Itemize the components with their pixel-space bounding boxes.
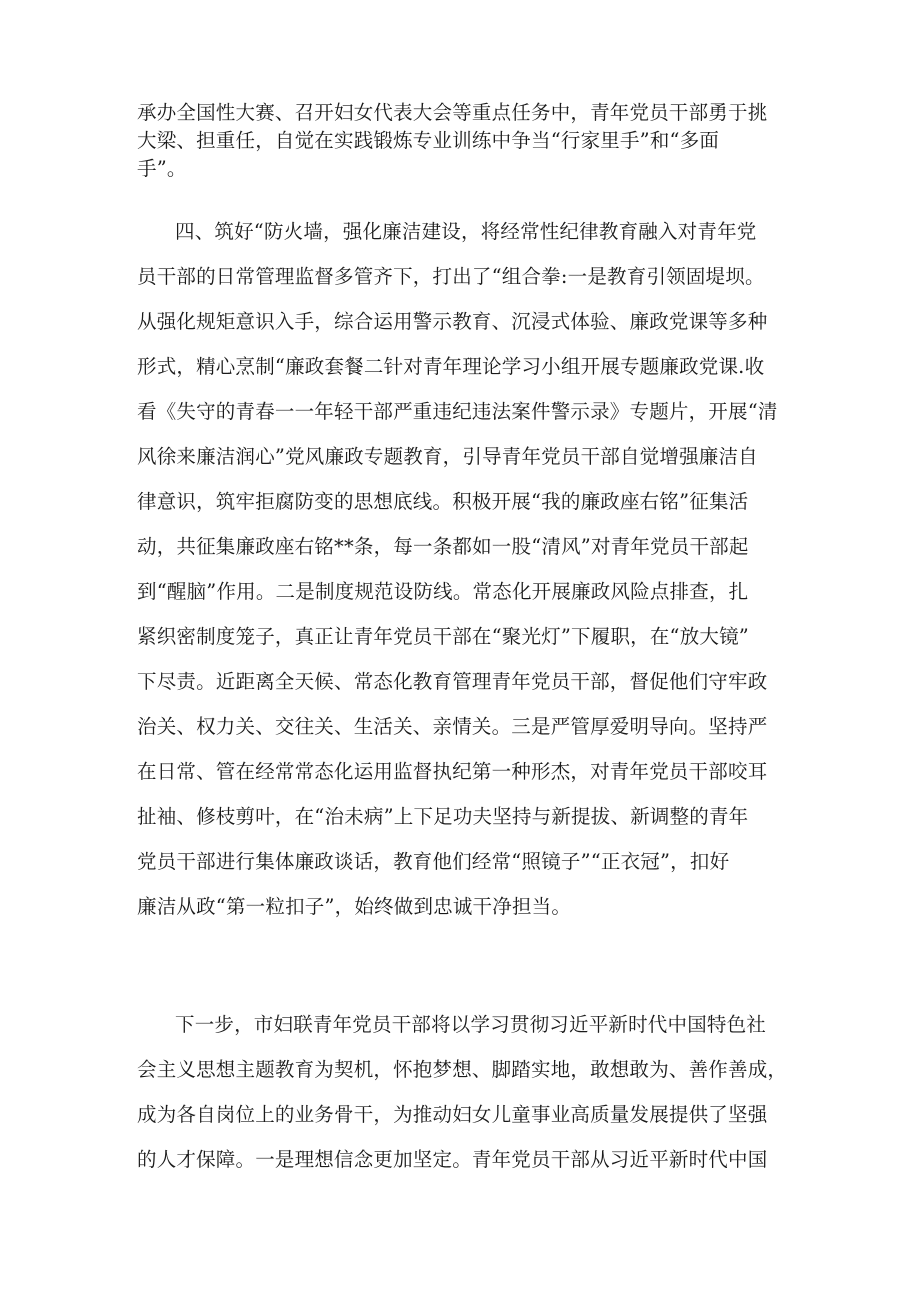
text-line: 成为各自岗位上的业务骨干，为推动妇女儿童事业高质量发展提供了坚强 xyxy=(137,1103,768,1126)
text-line: 的人才保障。一是理想信念更加坚定。青年党员干部从习近平新时代中国 xyxy=(137,1148,768,1171)
text-line: 动，共征集廉政座右铭**条，每一条都如一股“清风”对青年党员干部起 xyxy=(137,535,749,558)
text-line: 律意识，筑牢拒腐防变的思想底线。积极开展“我的廉政座右铭”征集活 xyxy=(137,490,749,513)
text-line: 员干部的日常管理监督多管齐下，打出了“组合拳:一是教育引领固堤坝。 xyxy=(137,265,765,288)
text-line: 看《失守的青春一一年轻干部严重违纪违法案件警示录》专题片，开展“清 xyxy=(137,400,778,423)
text-line: 到“醒脑”作用。二是制度规范设防线。常态化开展廉政风险点排查，扎 xyxy=(137,580,749,603)
text-line: 手”。 xyxy=(137,157,187,180)
text-line: 党员干部进行集体廉政谈话，教育他们经常“照镜子”“正衣冠”，扣好 xyxy=(137,850,730,873)
text-line: 在日常、管在经常常态化运用监督执纪第一种形杰，对青年党员干部咬耳 xyxy=(137,760,768,783)
text-line: 承办全国性大赛、召开妇女代表大会等重点任务中，青年党员干部勇于挑 xyxy=(137,101,768,124)
text-line: 从强化规矩意识入手，综合运用警示教育、沉浸式体验、廉政党课等多种 xyxy=(137,310,768,333)
text-line: 会主义思想主题教育为契机，怀抱梦想、脚踏实地，敢想敢为、善作善成， xyxy=(137,1058,788,1081)
text-line: 下一步，市妇联青年党员干部将以学习贯彻习近平新时代中国特色社 xyxy=(175,1013,767,1036)
text-line: 大梁、担重任，自觉在实践锻炼专业训练中争当“行家里手”和“多面 xyxy=(137,129,720,152)
text-line: 形式，精心烹制“廉政套餐二针对青年理论学习小组开展专题廉政党课.收 xyxy=(137,355,765,378)
text-line: 治关、权力关、交往关、生活关、亲情关。三是严管厚爱明导向。坚持严 xyxy=(137,715,768,738)
text-line: 下尽责。近距离全天候、常态化教育管理青年党员干部，督促他们守牢政 xyxy=(137,670,768,693)
text-line: 紧织密制度笼子，真正让青年党员干部在“聚光灯”下履职，在“放大镜” xyxy=(137,625,749,648)
text-line: 扯袖、修枝剪叶，在“治未病”上下足功夫坚持与新提拔、新调整的青年 xyxy=(137,805,749,828)
text-line: 廉洁从政“第一粒扣子”，始终做到忠诚干净担当。 xyxy=(137,895,572,918)
text-line: 四、筑好“防火墙，强化廉洁建设，将经常性纪律教育融入对青年党 xyxy=(175,220,757,243)
text-line: 风徐来廉洁润心”党风廉政专题教育，引导青年党员干部自觉增强廉洁自 xyxy=(137,445,758,468)
